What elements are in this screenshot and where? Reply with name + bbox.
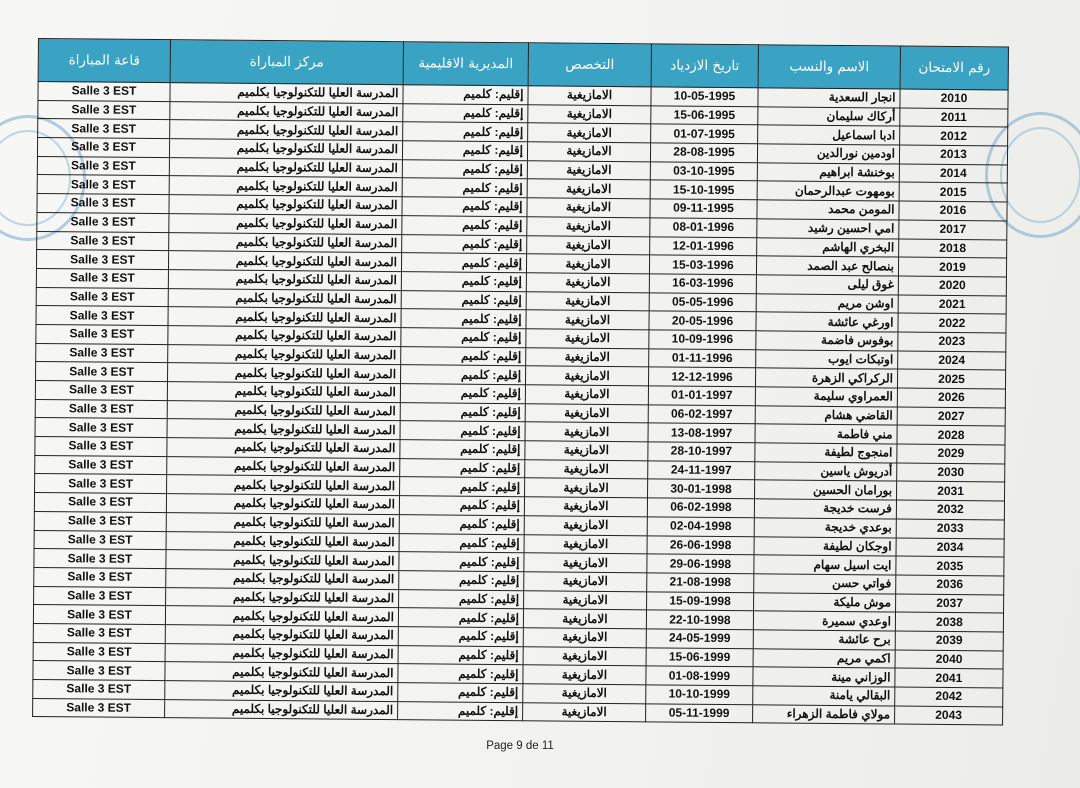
cell-center: المدرسة العليا للتكنولوجيا بكلميم: [168, 288, 401, 309]
cell-hall: Salle 3 EST: [34, 549, 166, 569]
cell-hall: Salle 3 EST: [36, 306, 168, 326]
cell-birthdate: 15-03-1996: [649, 255, 756, 275]
cell-birthdate: 24-05-1999: [646, 629, 753, 649]
cell-province: إقليم: كلميم: [400, 440, 525, 460]
cell-specialty: الامازيغية: [523, 628, 646, 648]
cell-hall: Salle 3 EST: [36, 362, 168, 382]
cell-center: المدرسة العليا للتكنولوجيا بكلميم: [169, 157, 402, 178]
cell-name: امنجوج لطيفة: [755, 443, 897, 463]
cell-province: إقليم: كلميم: [401, 253, 526, 273]
cell-name: بورامان الحسين: [755, 480, 897, 500]
cell-center: المدرسة العليا للتكنولوجيا بكلميم: [168, 363, 401, 384]
cell-specialty: الامازيغية: [523, 609, 646, 629]
cell-name: بنصالح عبد الصمد: [756, 256, 898, 276]
cell-birthdate: 16-03-1996: [649, 274, 756, 294]
cell-exam-number: 2033: [896, 519, 1004, 539]
cell-exam-number: 2028: [897, 425, 1005, 445]
cell-province: إقليم: كلميم: [399, 571, 524, 591]
cell-province: إقليم: كلميم: [403, 122, 528, 142]
cell-hall: Salle 3 EST: [35, 399, 167, 419]
cell-exam-number: 2020: [898, 276, 1006, 296]
cell-birthdate: 15-09-1998: [647, 591, 754, 611]
cell-name: اوشن مريم: [756, 293, 898, 313]
cell-center: المدرسة العليا للتكنولوجيا بكلميم: [169, 139, 402, 160]
cell-birthdate: 05-11-1999: [646, 704, 753, 724]
cell-birthdate: 10-10-1999: [646, 685, 753, 705]
cell-center: المدرسة العليا للتكنولوجيا بكلميم: [167, 400, 400, 421]
cell-birthdate: 13-08-1997: [648, 423, 755, 443]
header-center: مركز المباراة: [170, 40, 403, 85]
cell-hall: Salle 3 EST: [36, 250, 168, 270]
cell-hall: Salle 3 EST: [36, 268, 168, 288]
cell-province: إقليم: كلميم: [403, 103, 528, 123]
table-body: [33, 82, 1009, 726]
cell-birthdate: 24-11-1997: [648, 461, 755, 481]
cell-exam-number: 2021: [898, 295, 1006, 315]
cell-specialty: الامازيغية: [526, 310, 649, 330]
cell-province: إقليم: كلميم: [399, 552, 524, 572]
table-container: [32, 38, 1009, 726]
cell-exam-number: 2023: [898, 332, 1006, 352]
cell-province: إقليم: كلميم: [401, 328, 526, 348]
cell-center: المدرسة العليا للتكنولوجيا بكلميم: [166, 494, 399, 515]
cell-hall: Salle 3 EST: [37, 194, 169, 214]
cell-hall: Salle 3 EST: [35, 380, 167, 400]
cell-birthdate: 01-01-1997: [648, 386, 755, 406]
cell-specialty: الامازيغية: [524, 497, 647, 517]
cell-center: المدرسة العليا للتكنولوجيا بكلميم: [168, 326, 401, 347]
cell-hall: Salle 3 EST: [33, 661, 165, 681]
cell-name: اوجكان لطيفة: [754, 536, 896, 556]
cell-name: الركراكي الزهرة: [755, 368, 897, 388]
cell-exam-number: 2016: [899, 201, 1007, 221]
cell-exam-number: 2031: [896, 481, 1004, 501]
cell-province: إقليم: كلميم: [400, 384, 525, 404]
cell-name: فرست خديجة: [754, 499, 896, 519]
cell-center: المدرسة العليا للتكنولوجيا بكلميم: [168, 251, 401, 272]
cell-name: انجار السعدية: [758, 88, 900, 108]
cell-province: إقليم: كلميم: [400, 458, 525, 478]
cell-center: المدرسة العليا للتكنولوجيا بكلميم: [168, 307, 401, 328]
cell-exam-number: 2037: [896, 594, 1004, 614]
cell-province: إقليم: كلميم: [402, 234, 527, 254]
cell-hall: Salle 3 EST: [33, 605, 165, 625]
cell-hall: Salle 3 EST: [33, 623, 165, 643]
cell-hall: Salle 3 EST: [35, 455, 167, 475]
cell-province: إقليم: كلميم: [402, 178, 527, 198]
cell-birthdate: 01-08-1999: [646, 666, 753, 686]
cell-center: المدرسة العليا للتكنولوجيا بكلميم: [168, 344, 401, 365]
cell-exam-number: 2019: [898, 257, 1006, 277]
cell-birthdate: 20-05-1996: [649, 311, 756, 331]
cell-specialty: الامازيغية: [525, 478, 648, 498]
cell-name: فواتي حسن: [754, 574, 896, 594]
cell-name: بوعدي خديجة: [754, 518, 896, 538]
cell-hall: Salle 3 EST: [37, 138, 169, 158]
cell-province: إقليم: كلميم: [398, 608, 523, 628]
cell-specialty: الامازيغية: [527, 142, 650, 162]
cell-center: المدرسة العليا للتكنولوجيا بكلميم: [166, 587, 399, 608]
cell-specialty: الامازيغية: [525, 441, 648, 461]
cell-hall: Salle 3 EST: [37, 156, 169, 176]
cell-exam-number: 2041: [895, 668, 1003, 688]
cell-name: البقالي يامنة: [753, 686, 895, 706]
cell-name: أركاك سليمان: [758, 106, 900, 126]
cell-province: إقليم: كلميم: [401, 290, 526, 310]
cell-specialty: الامازيغية: [523, 702, 646, 722]
cell-birthdate: 28-08-1995: [650, 143, 757, 163]
cell-specialty: الامازيغية: [525, 385, 648, 405]
cell-province: إقليم: كلميم: [402, 141, 527, 161]
cell-center: المدرسة العليا للتكنولوجيا بكلميم: [166, 512, 399, 533]
cell-center: المدرسة العليا للتكنولوجيا بكلميم: [165, 606, 398, 627]
cell-birthdate: 10-05-1995: [651, 87, 758, 107]
cell-province: إقليم: كلميم: [402, 197, 527, 217]
cell-name: ادبا اسماعيل: [758, 125, 900, 145]
cell-hall: Salle 3 EST: [35, 474, 167, 494]
cell-exam-number: 2014: [899, 164, 1007, 184]
cell-exam-number: 2035: [896, 556, 1004, 576]
cell-center: المدرسة العليا للتكنولوجيا بكلميم: [168, 270, 401, 291]
cell-specialty: الامازيغية: [528, 123, 651, 143]
cell-hall: Salle 3 EST: [33, 679, 165, 699]
cell-specialty: الامازيغية: [527, 235, 650, 255]
cell-specialty: الامازيغية: [525, 403, 648, 423]
cell-name: البخري الهاشم: [757, 237, 899, 257]
cell-province: إقليم: كلميم: [399, 533, 524, 553]
page-footer: Page 9 de 11: [486, 740, 554, 752]
cell-province: إقليم: كلميم: [400, 402, 525, 422]
cell-center: المدرسة العليا للتكنولوجيا بكلميم: [169, 232, 402, 253]
cell-name: مولاي فاطمة الزهراء: [753, 704, 895, 724]
cell-center: المدرسة العليا للتكنولوجيا بكلميم: [170, 120, 403, 141]
header-province: المديرية الاقليمية: [403, 42, 528, 86]
cell-exam-number: 2010: [900, 89, 1008, 109]
cell-hall: Salle 3 EST: [34, 511, 166, 531]
cell-province: إقليم: كلميم: [400, 365, 525, 385]
cell-specialty: الامازيغية: [523, 684, 646, 704]
cell-exam-number: 2013: [899, 145, 1007, 165]
cell-name: العمراوي سليمة: [755, 387, 897, 407]
cell-specialty: الامازيغية: [523, 646, 646, 666]
cell-name: بومهوت عبدالرحمان: [757, 181, 899, 201]
cell-specialty: الامازيغية: [526, 273, 649, 293]
cell-name: برح عائشة: [753, 630, 895, 650]
cell-exam-number: 2017: [899, 220, 1007, 240]
cell-exam-number: 2011: [900, 108, 1008, 128]
cell-birthdate: 10-09-1996: [649, 330, 756, 350]
cell-name: بوخنشة ابراهيم: [757, 163, 899, 183]
cell-specialty: الامازيغية: [523, 665, 646, 685]
cell-specialty: الامازيغية: [526, 347, 649, 367]
cell-specialty: الامازيغية: [526, 254, 649, 274]
cell-hall: Salle 3 EST: [36, 324, 168, 344]
cell-center: المدرسة العليا للتكنولوجيا بكلميم: [166, 531, 399, 552]
cell-province: إقليم: كلميم: [398, 664, 523, 684]
cell-specialty: الامازيغية: [527, 179, 650, 199]
cell-center: المدرسة العليا للتكنولوجيا بكلميم: [165, 662, 398, 683]
cell-birthdate: 06-02-1998: [647, 498, 754, 518]
cell-hall: Salle 3 EST: [33, 698, 165, 718]
cell-province: إقليم: كلميم: [403, 85, 528, 105]
cell-hall: Salle 3 EST: [37, 212, 169, 232]
cell-name: أدريوش ياسين: [755, 462, 897, 482]
cell-specialty: الامازيغية: [526, 291, 649, 311]
cell-exam-number: 2025: [897, 369, 1005, 389]
cell-name: غوق ليلى: [756, 275, 898, 295]
cell-specialty: الامازيغية: [525, 422, 648, 442]
cell-center: المدرسة العليا للتكنولوجيا بكلميم: [165, 681, 398, 702]
cell-name: اورغي عائشة: [756, 312, 898, 332]
cell-specialty: الامازيغية: [527, 161, 650, 181]
cell-hall: Salle 3 EST: [36, 343, 168, 363]
cell-exam-number: 2024: [898, 351, 1006, 371]
cell-center: المدرسة العليا للتكنولوجيا بكلميم: [169, 176, 402, 197]
cell-center: المدرسة العليا للتكنولوجيا بكلميم: [167, 382, 400, 403]
cell-specialty: الامازيغية: [524, 553, 647, 573]
cell-exam-number: 2030: [897, 463, 1005, 483]
cell-center: المدرسة العليا للتكنولوجيا بكلميم: [169, 213, 402, 234]
cell-hall: Salle 3 EST: [35, 418, 167, 438]
cell-specialty: الامازيغية: [528, 86, 651, 106]
cell-exam-number: 2032: [896, 500, 1004, 520]
cell-province: إقليم: كلميم: [401, 272, 526, 292]
cell-birthdate: 01-11-1996: [649, 348, 756, 368]
cell-specialty: الامازيغية: [524, 516, 647, 536]
cell-birthdate: 05-05-1996: [649, 292, 756, 312]
cell-birthdate: 22-10-1998: [646, 610, 753, 630]
cell-hall: Salle 3 EST: [34, 493, 166, 513]
cell-hall: Salle 3 EST: [38, 119, 170, 139]
cell-hall: Salle 3 EST: [36, 287, 168, 307]
cell-name: اودمين نورالدين: [757, 144, 899, 164]
cell-name: اوتبكات ايوب: [756, 349, 898, 369]
cell-name: امي احسين رشيد: [757, 219, 899, 239]
cell-specialty: الامازيغية: [525, 366, 648, 386]
cell-birthdate: 15-06-1999: [646, 647, 753, 667]
cell-province: إقليم: كلميم: [401, 309, 526, 329]
cell-specialty: الامازيغية: [527, 217, 650, 237]
cell-province: إقليم: كلميم: [399, 496, 524, 516]
cell-name: الوزاني مينة: [753, 667, 895, 687]
cell-center: المدرسة العليا للتكنولوجيا بكلميم: [169, 195, 402, 216]
cell-specialty: الامازيغية: [524, 572, 647, 592]
cell-province: إقليم: كلميم: [400, 477, 525, 497]
cell-specialty: الامازيغية: [525, 460, 648, 480]
cell-birthdate: 06-02-1997: [648, 405, 755, 425]
cell-exam-number: 2040: [895, 650, 1003, 670]
cell-specialty: الامازيغية: [527, 198, 650, 218]
cell-hall: Salle 3 EST: [34, 567, 166, 587]
cell-center: المدرسة العليا للتكنولوجيا بكلميم: [167, 475, 400, 496]
cell-name: القاضي هشام: [755, 405, 897, 425]
header-specialty: التخصص: [528, 43, 651, 87]
cell-exam-number: 2022: [898, 313, 1006, 333]
cell-center: المدرسة العليا للتكنولوجيا بكلميم: [167, 456, 400, 477]
cell-province: إقليم: كلميم: [399, 589, 524, 609]
cell-exam-number: 2029: [897, 444, 1005, 464]
cell-birthdate: 08-01-1996: [650, 218, 757, 238]
cell-exam-number: 2018: [899, 239, 1007, 259]
cell-center: المدرسة العليا للتكنولوجيا بكلميم: [165, 643, 398, 664]
cell-hall: Salle 3 EST: [34, 530, 166, 550]
cell-birthdate: 12-12-1996: [648, 367, 755, 387]
cell-birthdate: 02-04-1998: [647, 517, 754, 537]
cell-province: إقليم: كلميم: [400, 421, 525, 441]
cell-birthdate: 09-11-1995: [650, 199, 757, 219]
cell-province: إقليم: كلميم: [401, 346, 526, 366]
cell-birthdate: 15-10-1995: [650, 180, 757, 200]
cell-province: إقليم: كلميم: [398, 627, 523, 647]
cell-hall: Salle 3 EST: [34, 586, 166, 606]
cell-province: إقليم: كلميم: [402, 215, 527, 235]
cell-exam-number: 2036: [896, 575, 1004, 595]
cell-province: إقليم: كلميم: [402, 159, 527, 179]
cell-birthdate: 30-01-1998: [648, 479, 755, 499]
cell-center: المدرسة العليا للتكنولوجيا بكلميم: [170, 83, 403, 104]
cell-birthdate: 26-06-1998: [647, 535, 754, 555]
cell-province: إقليم: كلميم: [398, 701, 523, 721]
cell-exam-number: 2012: [900, 126, 1008, 146]
cell-hall: Salle 3 EST: [38, 100, 170, 120]
candidates-table: [32, 38, 1009, 726]
header-exam-number: رقم الامتحان: [900, 46, 1008, 90]
cell-birthdate: 01-07-1995: [651, 124, 758, 144]
cell-birthdate: 15-06-1995: [651, 106, 758, 126]
cell-center: المدرسة العليا للتكنولوجيا بكلميم: [170, 101, 403, 122]
cell-birthdate: 28-10-1997: [648, 442, 755, 462]
cell-exam-number: 2026: [897, 388, 1005, 408]
cell-hall: Salle 3 EST: [35, 437, 167, 457]
cell-specialty: الامازيغية: [528, 104, 651, 124]
cell-exam-number: 2038: [895, 612, 1003, 632]
cell-center: المدرسة العليا للتكنولوجيا بكلميم: [167, 438, 400, 459]
cell-birthdate: 03-10-1995: [650, 162, 757, 182]
cell-center: المدرسة العليا للتكنولوجيا بكلميم: [165, 699, 398, 720]
cell-exam-number: 2042: [895, 687, 1003, 707]
cell-name: مني فاطمة: [755, 424, 897, 444]
cell-name: موش مليكة: [754, 592, 896, 612]
header-birthdate: تاريخ الازدياد: [651, 44, 758, 88]
cell-name: اوعدي سميرة: [753, 611, 895, 631]
cell-specialty: الامازيغية: [524, 534, 647, 554]
cell-name: ايت اسيل سهام: [754, 555, 896, 575]
cell-province: إقليم: كلميم: [398, 683, 523, 703]
cell-province: إقليم: كلميم: [398, 645, 523, 665]
cell-exam-number: 2027: [897, 407, 1005, 427]
cell-province: إقليم: كلميم: [399, 514, 524, 534]
cell-specialty: الامازيغية: [524, 590, 647, 610]
cell-exam-number: 2043: [895, 706, 1003, 726]
cell-exam-number: 2015: [899, 182, 1007, 202]
cell-hall: Salle 3 EST: [38, 82, 170, 102]
cell-center: المدرسة العليا للتكنولوجيا بكلميم: [167, 419, 400, 440]
header-name: الاسم والنسب: [758, 45, 900, 89]
cell-specialty: الامازيغية: [526, 329, 649, 349]
cell-name: اكمي مريم: [753, 648, 895, 668]
cell-center: المدرسة العليا للتكنولوجيا بكلميم: [166, 569, 399, 590]
cell-birthdate: 21-08-1998: [647, 573, 754, 593]
cell-name: المومن محمد: [757, 200, 899, 220]
cell-birthdate: 12-01-1996: [650, 236, 757, 256]
cell-exam-number: 2039: [895, 631, 1003, 651]
cell-hall: Salle 3 EST: [33, 642, 165, 662]
cell-name: بوفوس فاضمة: [756, 331, 898, 351]
header-hall: قاعة المباراة: [38, 39, 170, 83]
cell-center: المدرسة العليا للتكنولوجيا بكلميم: [166, 550, 399, 571]
cell-exam-number: 2034: [896, 538, 1004, 558]
cell-center: المدرسة العليا للتكنولوجيا بكلميم: [165, 625, 398, 646]
cell-hall: Salle 3 EST: [37, 175, 169, 195]
cell-hall: Salle 3 EST: [37, 231, 169, 251]
cell-birthdate: 29-06-1998: [647, 554, 754, 574]
